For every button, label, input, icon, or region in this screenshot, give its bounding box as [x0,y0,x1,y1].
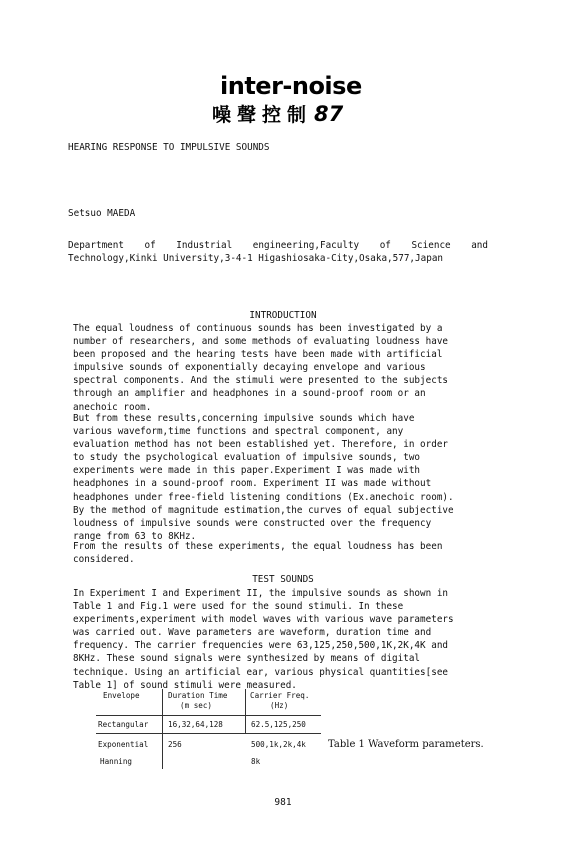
text-line: In Experiment I and Experiment II, the impulsive sounds as shown in [73,588,449,599]
text-line: 8KHz. These sound signals were synthesized by means of digital [73,653,421,665]
text-line: range from 63 to 8KHz. [73,530,197,542]
text-line: evaluation method has not been established yet. Therefore, in order [73,439,449,451]
text-line: headphones under free-field listening conditions (Ex.anechoic room). [73,491,454,503]
table-divider [96,715,321,716]
table-cell-carrier: 500,1k,2k,4k [251,740,306,749]
intro-paragraph-1 [73,322,494,414]
text-line: considered. [73,554,135,566]
affiliation-line: Technology,Kinki University,3-4-1 Higashiosaka-City,Osaka,577,Japan [68,253,444,265]
logo-wordmark: inter-noise [220,72,362,100]
text-line: loudness of impulsive sounds were constructed over the frequency [73,517,432,529]
table-header-duration: Duration Time [168,691,228,700]
text-line: experiments were made in this paper.Experiment I was made with [73,465,421,477]
author-name: Setsuo MAEDA [68,208,136,219]
logo-chinese-text: 噪聲控制 [212,104,313,126]
table-divider [162,689,163,769]
text-line: But from these results,concerning impulsive sounds which have [73,413,415,424]
affiliation-line: Department of Industrial engineering,Faculty of Science and [68,240,488,251]
table-divider [96,733,321,734]
table-caption: Table 1 Waveform parameters. [328,739,484,750]
waveform-parameters-table [96,689,321,769]
text-line: frequency. The carrier frequencies were 63,125,250,500,1K,2K,4K and [73,640,449,652]
text-line: to study the psychological evaluation of impulsive sounds, two [73,452,421,464]
logo-year: 87 [314,102,344,126]
intro-paragraph-3 [73,540,494,566]
logo-subtitle [212,100,343,127]
table-cell-envelope: Exponential [98,740,149,749]
section-heading-introduction: INTRODUCTION [249,310,317,321]
text-line: Table 1] of sound stimuli were measured. [73,679,297,691]
table-cell-carrier: 62.5,125,250 [251,720,306,729]
text-line: through an amplifier and headphones in a sound-proof room or an [73,388,426,400]
table-cell-duration: 256 [168,740,182,749]
affiliation [68,239,488,265]
text-line: By the method of magnitude estimation,the curves of equal subjective [73,504,454,516]
table-header-carrier: Carrier Freq. [250,691,310,700]
conference-logo [212,72,362,132]
test-sounds-paragraph [73,587,494,692]
table-cell-carrier: 8k [251,757,261,766]
text-line: spectral components. And the stimuli were presented to the subjects [73,375,449,387]
page-number: 981 [274,797,292,808]
table-divider [245,689,246,733]
table-header-envelope: Envelope [103,691,140,700]
table-cell-envelope: Rectangular [98,720,149,729]
text-line: various waveform,time functions and spectral component, any [73,426,404,438]
text-line: headphones in a sound-proof room. Experiment II was made without [73,478,432,490]
text-line: impulsive sounds of exponentially decaying envelope and various [73,362,426,374]
table-header-duration-unit: (m sec) [180,701,213,710]
text-line: From the results of these experiments, the equal loudness has been [73,541,443,552]
paper-title: HEARING RESPONSE TO IMPULSIVE SOUNDS [68,142,270,153]
table-cell-duration: 16,32,64,128 [168,720,223,729]
text-line: The equal loudness of continuous sounds has been investigated by a [73,323,443,334]
table-cell-envelope: Hanning [100,757,133,766]
section-heading-test-sounds: TEST SOUNDS [252,574,314,585]
text-line: been proposed and the hearing tests have been made with artificial [73,349,443,361]
table-header-carrier-unit: (Hz) [270,701,289,710]
text-line: anechoic room. [73,401,152,413]
text-line: experiments,experiment with model waves with various wave parameters [73,614,454,626]
text-line: technique. Using an artificial ear, various physical quantities[see [73,666,449,678]
intro-paragraph-2 [73,412,494,543]
text-line: number of researchers, and some methods of evaluating loudness have [73,336,449,348]
text-line: was carried out. Wave parameters are waveform, duration time and [73,627,432,639]
text-line: Table 1 and Fig.1 were used for the sound stimuli. In these [73,601,404,613]
